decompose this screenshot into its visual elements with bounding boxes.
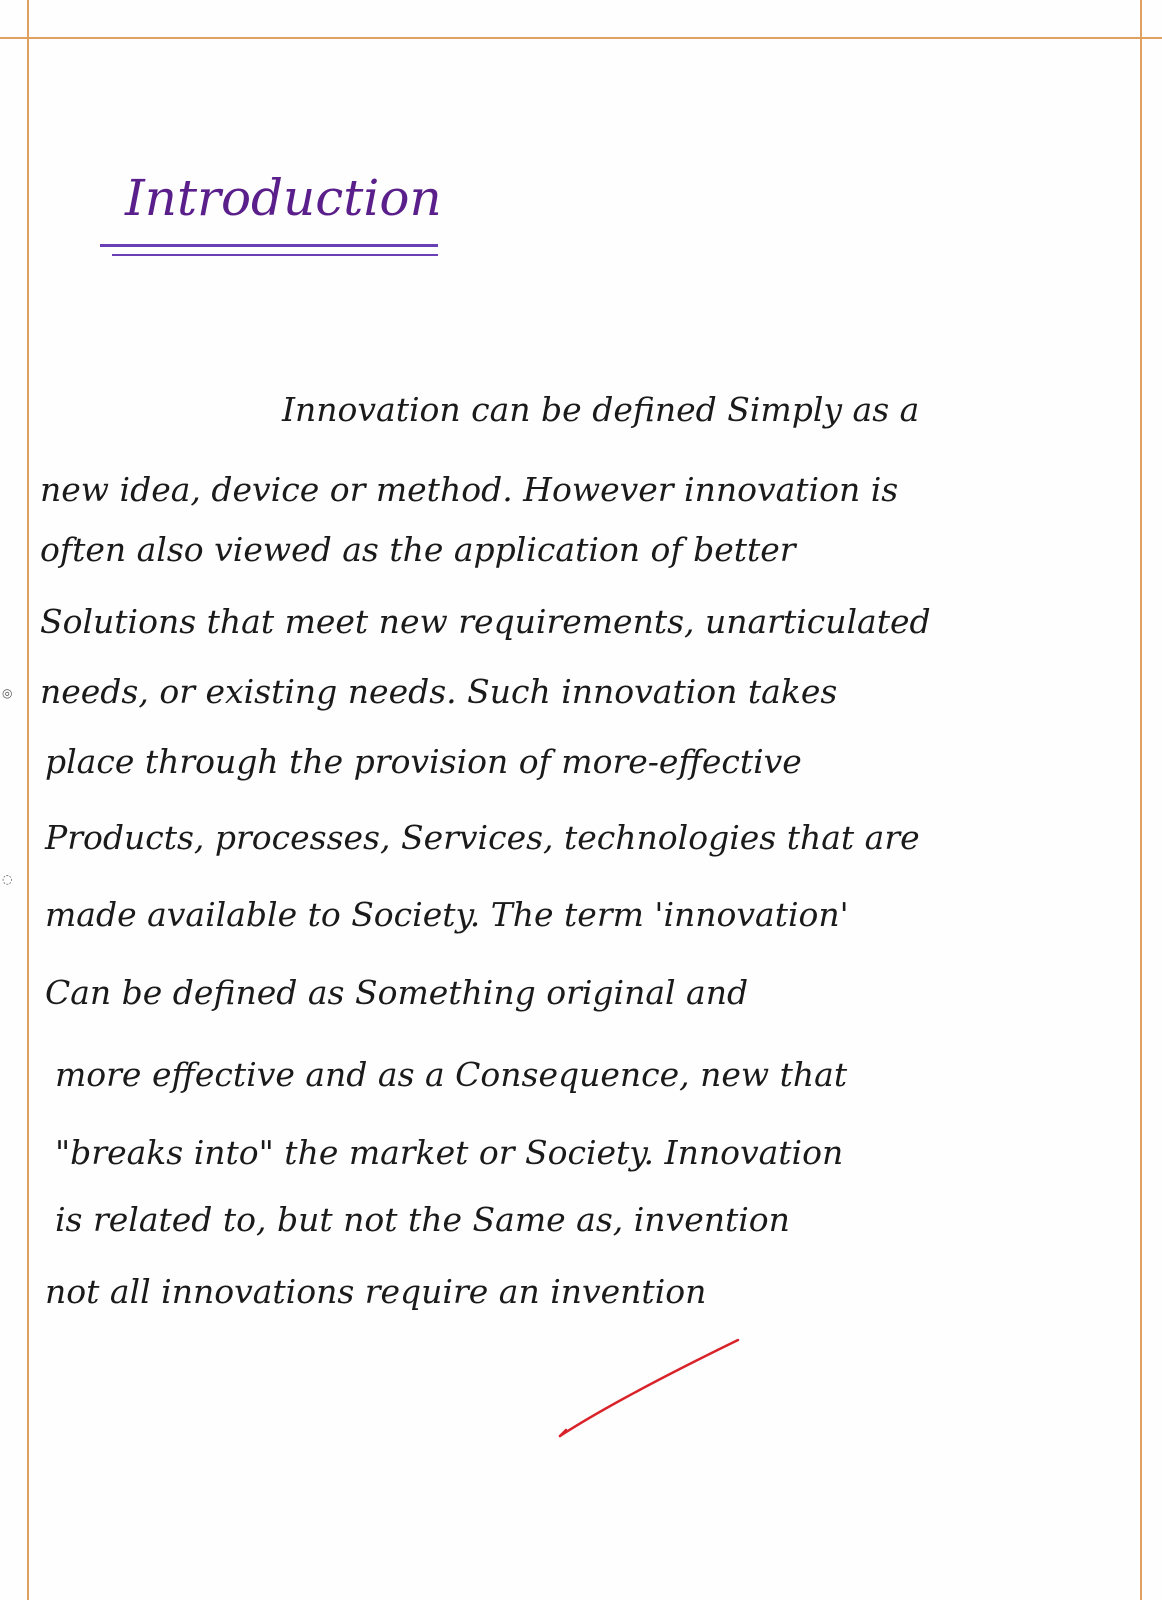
paragraph-line: new idea, device or method. However innovation is — [40, 470, 899, 509]
paragraph-line: Innovation can be defined Simply as a — [282, 390, 920, 429]
paragraph-line: Can be defined as Something original and — [45, 973, 749, 1012]
edge-scribble-icon: ◎ — [2, 686, 13, 700]
paragraph-line: not all innovations require an invention — [45, 1272, 707, 1311]
paragraph-line: place through the provision of more-effective — [45, 742, 802, 781]
paragraph-line: made available to Society. The term 'innovation' — [45, 895, 849, 934]
paragraph-line: Solutions that meet new requirements, unarticulated — [40, 602, 931, 641]
edge-scribble-icon: ◌ — [2, 872, 13, 886]
paragraph-line: is related to, but not the Same as, invention — [55, 1200, 790, 1239]
paragraph-line: needs, or existing needs. Such innovation takes — [40, 672, 838, 711]
paragraph-line: often also viewed as the application of better — [40, 530, 796, 569]
paragraph-line: Products, processes, Services, technologies that are — [45, 818, 920, 857]
paragraph-line: more effective and as a Consequence, new that — [55, 1055, 848, 1094]
paragraph-line: "breaks into" the market or Society. Innovation — [55, 1133, 844, 1172]
page-title: Introduction — [125, 169, 442, 227]
